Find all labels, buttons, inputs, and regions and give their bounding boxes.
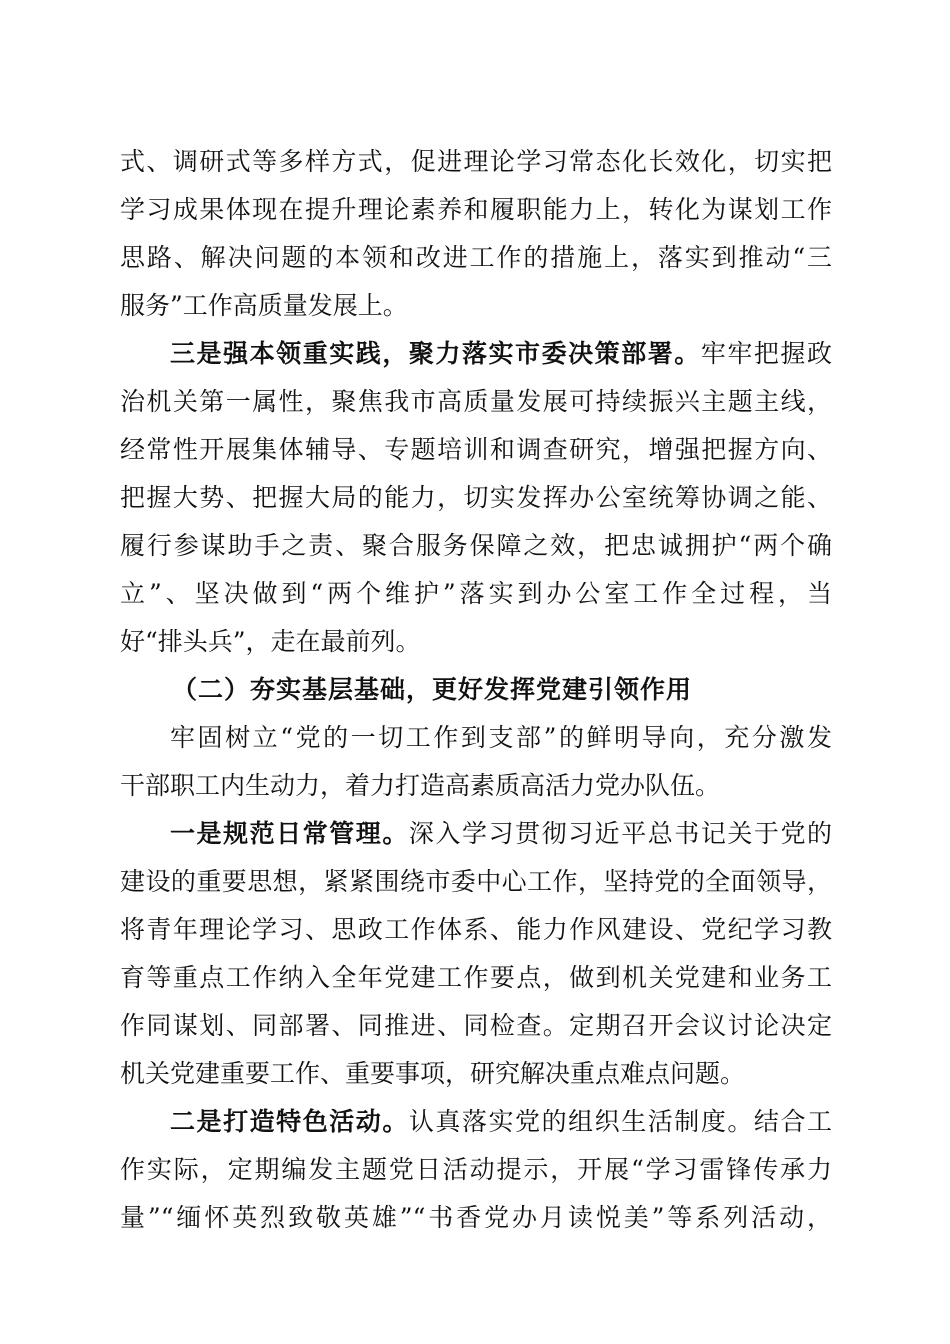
paragraph-2-line-1-rest: 牢牢把握政 — [700, 339, 832, 368]
paragraph-2-line-7: 好“排头兵”，走在最前列。 — [120, 627, 421, 656]
paragraph-3-line-2: 干部职工内生动力，着力打造高素质高活力党办队伍。 — [120, 771, 721, 800]
paragraph-2-lead: 三是强本领重实践，聚力落实市委决策部署。 — [170, 339, 701, 368]
paragraph-1-line-4: 服务”工作高质量发展上。 — [120, 291, 408, 320]
paragraph-2-line-3: 经常性开展集体辅导、专题培训和调查研究，增强把握方向、 — [120, 435, 832, 464]
paragraph-4-lead: 一是规范日常管理。 — [170, 819, 409, 848]
paragraph-4-line-6: 机关党建重要工作、重要事项，研究解决重点难点问题。 — [120, 1059, 746, 1088]
paragraph-2-line-5: 履行参谋助手之责、聚合服务保障之效，把忠诚拥护“两个确 — [120, 531, 832, 560]
paragraph-5-line-3: 量”“缅怀英烈致敬英雄”“书香党办月读悦美”等系列活动， — [120, 1203, 832, 1232]
paragraph-5-line-1 — [170, 1102, 832, 1142]
paragraph-1-line-1: 式、调研式等多样方式，促进理论学习常态化长效化，切实把 — [120, 147, 832, 176]
paragraph-1-line-2: 学习成果体现在提升理论素养和履职能力上，转化为谋划工作 — [120, 195, 832, 224]
paragraph-2-line-4: 把握大势、把握大局的能力，切实发挥办公室统筹协调之能、 — [120, 483, 832, 512]
paragraph-1-line-3: 思路、解决问题的本领和改进工作的措施上，落实到推动“三 — [120, 243, 832, 272]
paragraph-5-lead: 二是打造特色活动。 — [170, 1107, 409, 1136]
paragraph-4-line-3: 将青年理论学习、思政工作体系、能力作风建设、党纪学习教 — [120, 915, 832, 944]
paragraph-4-line-2: 建设的重要思想，紧紧围绕市委中心工作，坚持党的全面领导， — [120, 867, 832, 896]
paragraph-5-line-1-rest: 认真落实党的组织生活制度。结合工 — [408, 1107, 832, 1136]
paragraph-2-line-2: 治机关第一属性，聚焦我市高质量发展可持续振兴主题主线， — [120, 387, 832, 416]
paragraph-4-line-1-rest: 深入学习贯彻习近平总书记关于党的 — [408, 819, 832, 848]
paragraph-4-line-5: 作同谋划、同部署、同推进、同检查。定期召开会议讨论决定 — [120, 1011, 832, 1040]
section-heading-2: （二）夯实基层基础，更好发挥党建引领作用 — [172, 675, 693, 704]
paragraph-3-line-1: 牢固树立“党的一切工作到支部”的鲜明导向，充分激发 — [170, 723, 832, 752]
paragraph-4-line-4: 育等重点工作纳入全年党建工作要点，做到机关党建和业务工 — [120, 963, 832, 992]
paragraph-4-line-1 — [170, 814, 832, 854]
paragraph-2-line-6: 立”、坚决做到“两个维护”落实到办公室工作全过程，当 — [120, 579, 832, 608]
paragraph-2-line-1 — [170, 334, 832, 374]
paragraph-5-line-2: 作实际，定期编发主题党日活动提示，开展“学习雷锋传承力 — [120, 1155, 832, 1184]
